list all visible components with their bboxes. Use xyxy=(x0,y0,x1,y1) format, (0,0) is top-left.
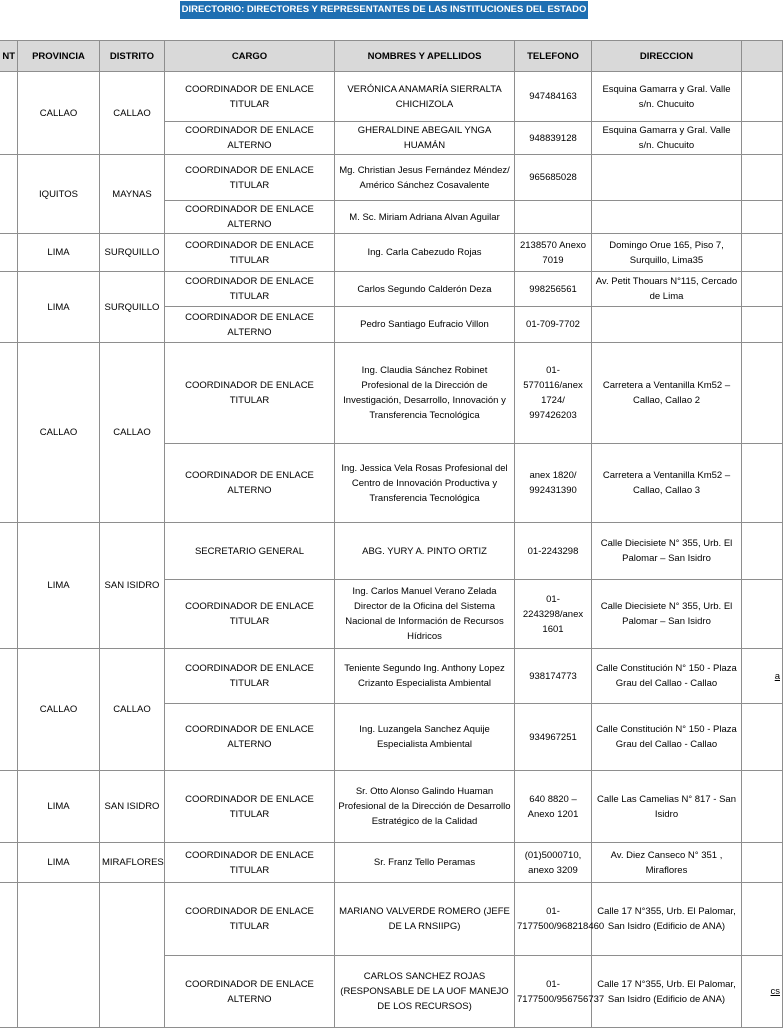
provincia-cell: LIMA xyxy=(18,523,100,649)
distrito-cell: CALLAO xyxy=(100,72,165,155)
cargo-cell: COORDINADOR DE ENLACE ALTERNO xyxy=(165,122,335,155)
telefono-cell: 01-7177500/968218460 xyxy=(515,883,592,956)
cargo-cell: COORDINADOR DE ENLACE ALTERNO xyxy=(165,956,335,1028)
direccion-cell: Av. Diez Canseco N° 351 , Miraflores xyxy=(592,843,742,883)
nombre-cell: Ing. Luzangela Sanchez Aquije Especialista Ambiental xyxy=(335,704,515,771)
extra-cell: a xyxy=(742,649,783,704)
telefono-cell: 934967251 xyxy=(515,704,592,771)
extra-cell xyxy=(742,444,783,523)
telefono-cell: 01-5770116/anex 1724/ 997426203 xyxy=(515,343,592,444)
telefono-cell: anex 1820/ 992431390 xyxy=(515,444,592,523)
header-distrito: DISTRITO xyxy=(100,41,165,72)
direccion-cell: Calle 17 N°355, Urb. El Palomar, San Isidro (Edificio de ANA) xyxy=(592,956,742,1028)
nt-cell xyxy=(0,523,18,649)
distrito-cell: SURQUILLO xyxy=(100,272,165,343)
nt-cell xyxy=(0,883,18,1028)
provincia-cell: LIMA xyxy=(18,843,100,883)
telefono-cell: 947484163 xyxy=(515,72,592,122)
provincia-cell: CALLAO xyxy=(18,649,100,771)
title-banner xyxy=(0,0,768,20)
header-cargo: CARGO xyxy=(165,41,335,72)
header-extra xyxy=(742,41,783,72)
nombre-cell: MARIANO VALVERDE ROMERO (JEFE DE LA RNSIIPG) xyxy=(335,883,515,956)
direccion-cell: Domingo Orue 165, Piso 7, Surquillo, Lima35 xyxy=(592,234,742,272)
nombre-cell: Carlos Segundo Calderón Deza xyxy=(335,272,515,307)
direccion-cell: Calle 17 N°355, Urb. El Palomar, San Isidro (Edificio de ANA) xyxy=(592,883,742,956)
nt-cell xyxy=(0,771,18,843)
direccion-cell: Esquina Gamarra y Gral. Valle s/n. Chucuito xyxy=(592,122,742,155)
telefono-cell: 01-2243298 xyxy=(515,523,592,580)
extra-cell xyxy=(742,771,783,843)
telefono-cell: 2138570 Anexo 7019 xyxy=(515,234,592,272)
nombre-cell: Ing. Carlos Manuel Verano Zelada Director de la Oficina del Sistema Nacional de Información de Recursos Hídricos xyxy=(335,580,515,649)
nombre-cell: CARLOS SANCHEZ ROJAS (RESPONSABLE DE LA UOF MANEJO DE LOS RECURSOS) xyxy=(335,956,515,1028)
table-row xyxy=(0,343,783,444)
distrito-cell: MAYNAS xyxy=(100,155,165,234)
extra-cell xyxy=(742,307,783,343)
cargo-cell: COORDINADOR DE ENLACE TITULAR xyxy=(165,272,335,307)
nt-cell xyxy=(0,234,18,272)
directory-title: DIRECTORIO: DIRECTORES Y REPRESENTANTES DE LAS INSTITUCIONES DEL ESTADO xyxy=(180,1,588,19)
telefono-cell: 640 8820 – Anexo 1201 xyxy=(515,771,592,843)
nt-cell xyxy=(0,649,18,771)
distrito-cell xyxy=(100,883,165,1028)
table-row xyxy=(0,72,783,122)
extra-cell xyxy=(742,72,783,122)
extra-cell xyxy=(742,343,783,444)
provincia-cell: CALLAO xyxy=(18,72,100,155)
provincia-cell: LIMA xyxy=(18,272,100,343)
nombre-cell: Ing. Claudia Sánchez Robinet Profesional de la Dirección de Investigación, Desarrollo, Innovación y Transferencia Tecnológica xyxy=(335,343,515,444)
cargo-cell: COORDINADOR DE ENLACE TITULAR xyxy=(165,649,335,704)
header-nt: NT xyxy=(0,41,18,72)
telefono-cell: 998256561 xyxy=(515,272,592,307)
direccion-cell: Calle Diecisiete N° 355, Urb. El Palomar – San Isidro xyxy=(592,580,742,649)
telefono-cell: 938174773 xyxy=(515,649,592,704)
provincia-cell xyxy=(18,883,100,1028)
nombre-cell: Sr. Otto Alonso Galindo Huaman Profesional de la Dirección de Desarrollo Estratégico de la Calidad xyxy=(335,771,515,843)
cargo-cell: COORDINADOR DE ENLACE TITULAR xyxy=(165,72,335,122)
cargo-cell: COORDINADOR DE ENLACE TITULAR xyxy=(165,343,335,444)
table-row xyxy=(0,843,783,883)
direccion-cell: Carretera a Ventanilla Km52 – Callao, Callao 2 xyxy=(592,343,742,444)
telefono-cell: 01-709-7702 xyxy=(515,307,592,343)
nt-cell xyxy=(0,343,18,523)
direccion-cell: Carretera a Ventanilla Km52 – Callao, Callao 3 xyxy=(592,444,742,523)
extra-cell xyxy=(742,843,783,883)
cargo-cell: COORDINADOR DE ENLACE TITULAR xyxy=(165,580,335,649)
cargo-cell: SECRETARIO GENERAL xyxy=(165,523,335,580)
telefono-cell: 01-7177500/956756737 xyxy=(515,956,592,1028)
table-row xyxy=(0,649,783,704)
direccion-cell: Esquina Gamarra y Gral. Valle s/n. Chucuito xyxy=(592,72,742,122)
nombre-cell: Pedro Santiago Eufracio Villon xyxy=(335,307,515,343)
cargo-cell: COORDINADOR DE ENLACE TITULAR xyxy=(165,771,335,843)
cargo-cell: COORDINADOR DE ENLACE TITULAR xyxy=(165,883,335,956)
direccion-cell xyxy=(592,307,742,343)
direccion-cell: Calle Constitución N° 150 - Plaza Grau del Callao - Callao xyxy=(592,649,742,704)
nt-cell xyxy=(0,155,18,234)
table-row xyxy=(0,155,783,201)
cargo-cell: COORDINADOR DE ENLACE TITULAR xyxy=(165,155,335,201)
nombre-cell: Mg. Christian Jesus Fernández Méndez/ Américo Sánchez Cosavalente xyxy=(335,155,515,201)
nombre-cell: VERÓNICA ANAMARÍA SIERRALTA CHICHIZOLA xyxy=(335,72,515,122)
nt-cell xyxy=(0,72,18,155)
nombre-cell: GHERALDINE ABEGAIL YNGA HUAMÁN xyxy=(335,122,515,155)
extra-cell xyxy=(742,704,783,771)
extra-cell: cs xyxy=(742,956,783,1028)
nombre-cell: M. Sc. Miriam Adriana Alvan Aguilar xyxy=(335,201,515,234)
distrito-cell: SURQUILLO xyxy=(100,234,165,272)
provincia-cell: LIMA xyxy=(18,234,100,272)
direccion-cell: Calle Diecisiete N° 355, Urb. El Palomar – San Isidro xyxy=(592,523,742,580)
distrito-cell: SAN ISIDRO xyxy=(100,771,165,843)
directory-table xyxy=(0,40,783,1028)
direccion-cell xyxy=(592,201,742,234)
nt-cell xyxy=(0,272,18,343)
extra-cell xyxy=(742,122,783,155)
table-row xyxy=(0,234,783,272)
nombre-cell: Ing. Jessica Vela Rosas Profesional del Centro de Innovación Productiva y Transferencia Tecnológica xyxy=(335,444,515,523)
provincia-cell: CALLAO xyxy=(18,343,100,523)
telefono-cell: 948839128 xyxy=(515,122,592,155)
direccion-cell: Calle Constitución N° 150 - Plaza Grau del Callao - Callao xyxy=(592,704,742,771)
nombre-cell: Ing. Carla Cabezudo Rojas xyxy=(335,234,515,272)
provincia-cell: IQUITOS xyxy=(18,155,100,234)
extra-cell xyxy=(742,580,783,649)
direccion-cell: Calle Las Camelias N° 817 - San Isidro xyxy=(592,771,742,843)
provincia-cell: LIMA xyxy=(18,771,100,843)
table-row xyxy=(0,771,783,843)
cargo-cell: COORDINADOR DE ENLACE TITULAR xyxy=(165,843,335,883)
header-row xyxy=(0,41,783,72)
extra-cell xyxy=(742,201,783,234)
nt-cell xyxy=(0,843,18,883)
distrito-cell: MIRAFLORES xyxy=(100,843,165,883)
extra-cell xyxy=(742,883,783,956)
table-row xyxy=(0,272,783,307)
extra-cell xyxy=(742,272,783,307)
cargo-cell: COORDINADOR DE ENLACE ALTERNO xyxy=(165,307,335,343)
extra-cell xyxy=(742,155,783,201)
distrito-cell: CALLAO xyxy=(100,649,165,771)
telefono-cell: 965685028 xyxy=(515,155,592,201)
telefono-cell: 01-2243298/anex 1601 xyxy=(515,580,592,649)
cargo-cell: COORDINADOR DE ENLACE ALTERNO xyxy=(165,201,335,234)
direccion-cell: Av. Petit Thouars N°115, Cercado de Lima xyxy=(592,272,742,307)
extra-cell xyxy=(742,523,783,580)
distrito-cell: SAN ISIDRO xyxy=(100,523,165,649)
nombre-cell: ABG. YURY A. PINTO ORTIZ xyxy=(335,523,515,580)
extra-cell xyxy=(742,234,783,272)
nombre-cell: Teniente Segundo Ing. Anthony Lopez Crizanto Especialista Ambiental xyxy=(335,649,515,704)
header-telefono: TELEFONO xyxy=(515,41,592,72)
nombre-cell: Sr. Franz Tello Peramas xyxy=(335,843,515,883)
distrito-cell: CALLAO xyxy=(100,343,165,523)
telefono-cell xyxy=(515,201,592,234)
cargo-cell: COORDINADOR DE ENLACE ALTERNO xyxy=(165,704,335,771)
table-row xyxy=(0,883,783,956)
header-provincia: PROVINCIA xyxy=(18,41,100,72)
cargo-cell: COORDINADOR DE ENLACE ALTERNO xyxy=(165,444,335,523)
table-row xyxy=(0,523,783,580)
direccion-cell xyxy=(592,155,742,201)
header-direccion: DIRECCION xyxy=(592,41,742,72)
cargo-cell: COORDINADOR DE ENLACE TITULAR xyxy=(165,234,335,272)
header-nombres: NOMBRES Y APELLIDOS xyxy=(335,41,515,72)
telefono-cell: (01)5000710, anexo 3209 xyxy=(515,843,592,883)
